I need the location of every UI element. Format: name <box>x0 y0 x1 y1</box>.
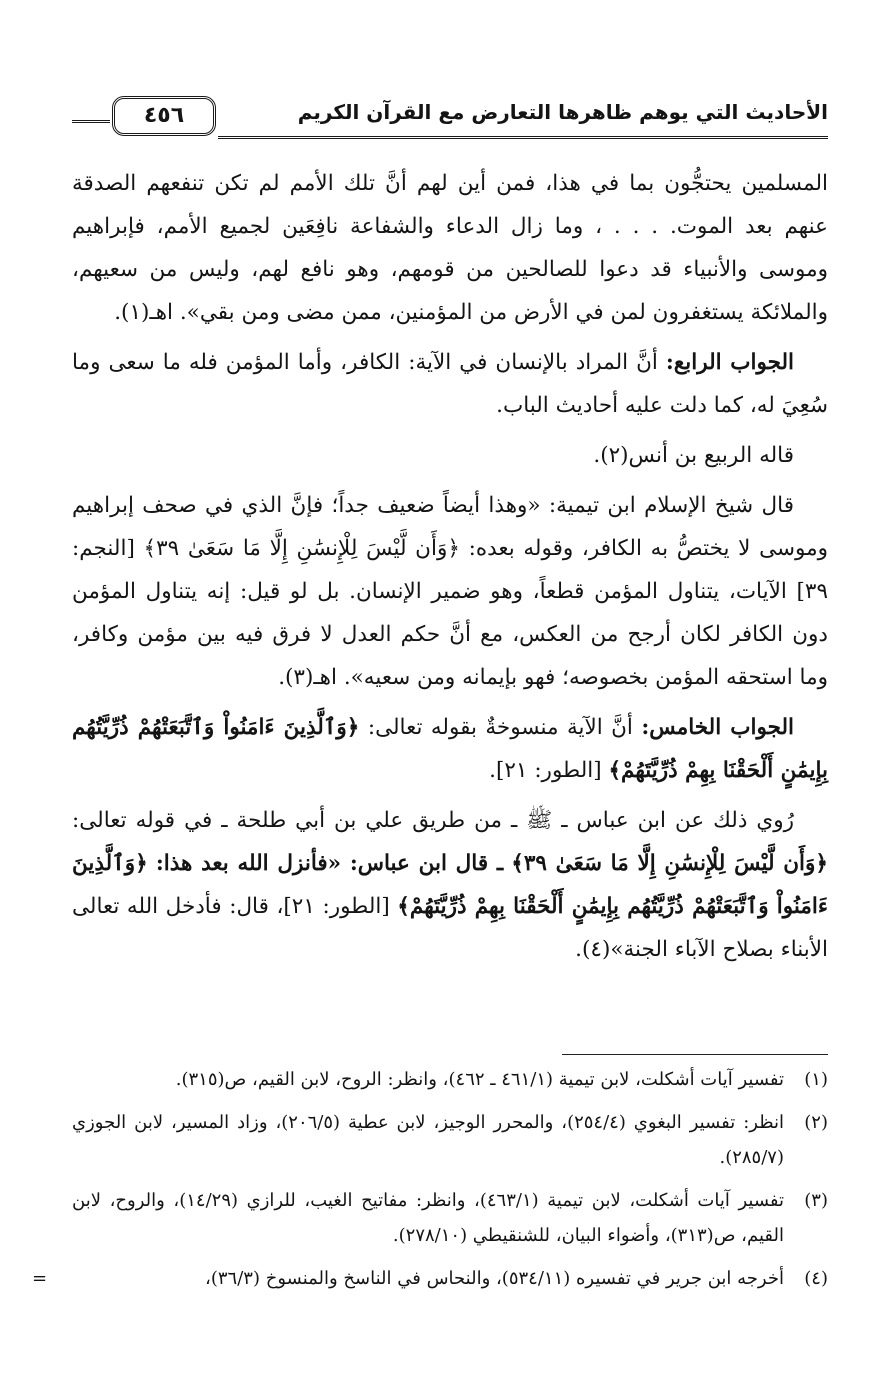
ibn-abbas-quote: ـ قال ابن عباس: «فأنزل الله بعد هذا: <box>155 851 504 876</box>
paragraph-answer-5 <box>72 706 828 792</box>
footnote-2 <box>72 1105 828 1175</box>
quran-verse-2: ﴿وَأَن لَّيْسَ لِلْإِنسَٰنِ إِلَّا مَا سَعَىٰ ٣٩﴾ <box>511 851 828 876</box>
page-number-box <box>112 96 216 136</box>
header-rule-left <box>72 120 110 123</box>
answer-5-text: أنَّ الآية منسوخةٌ بقوله تعالى: <box>367 715 633 740</box>
header-rule <box>218 136 828 139</box>
footnote-number: (٣) <box>804 1190 828 1211</box>
page-number: ٤٥٦ <box>143 103 185 128</box>
paragraph-ibn-taymiyya: قال شيخ الإسلام ابن تيمية: «وهذا أيضاً ضعيف جداً؛ فإنَّ الذي في صحف إبراهيم وموسى لا يختصُّ به الكافر، وقوله بعده: ﴿وَأَن لَّيْسَ لِلْإِنسَٰنِ إِلَّا مَا سَعَىٰ ٣٩﴾ [النجم: ٣٩] الآيات، يتناول المؤمن قطعاً، وهو ضمير الإنسان. بل لو قيل: إنه يتناول المؤمن دون الكافر لكان أرجح من العكس، مع أنَّ حكم العدل لا فرق فيه بين مؤمن وكافر، وما استحقه المؤمن بخصوصه؛ فهو بإيمانه ومن سعيه». اهـ(٣). <box>72 493 829 690</box>
paragraph-ibn-abbas <box>72 799 828 971</box>
footnote-number: (٤) <box>804 1268 828 1289</box>
main-text <box>72 162 828 978</box>
answer-5-label: الجواب الخامس: <box>641 715 794 740</box>
ibn-abbas-text-a: رُوي ذلك عن ابن عباس ـ ﷺ ـ من طريق علي بن أبي طلحة ـ في قوله تعالى: <box>72 808 794 833</box>
paragraph-1: المسلمين يحتجُّون بما في هذا، فمن أين لهم أنَّ تلك الأمم لم تكن تنفعهم الصدقة عنهم بعد الموت. . . . ، وما زال الدعاء والشفاعة نافِعَين لجميع الأمم، فإبراهيم وموسى والأنبياء قد دعوا للصالحين من قومهم، وهو نافع لهم، وليس من سعيهم، والملائكة يستغفرون لمن في الأرض من المؤمنين، ممن مضى ومن بقي». اهـ(١). <box>72 171 828 325</box>
quran-verse: ﴿وَٱلَّذِينَ ءَامَنُواْ وَٱتَّبَعَتْهُمْ ذُرِّيَّتُهُم بِإِيمَٰنٍ أَلْحَقْنَا بِهِمْ ذُرِّيَّتَهُمْ﴾ <box>72 715 828 783</box>
continuation-mark: = <box>32 1268 48 1289</box>
answer-4-text: أنَّ المراد بالإنسان في الآية: الكافر، وأما المؤمن فله ما سعى وما سُعِيَ له، كما دلت عليه أحاديث الباب. <box>72 350 828 418</box>
ibn-abbas-text-c: [الطور: ٢١]، قال: فأدخل الله تعالى الأبناء بصلاح الآباء الجنة»(٤). <box>72 894 828 962</box>
footnote-number: (٢) <box>804 1112 828 1133</box>
footnotes <box>32 1062 828 1304</box>
page-header <box>72 94 828 148</box>
footnote-4 <box>32 1261 828 1296</box>
footnote-number: (١) <box>804 1069 828 1090</box>
footnote-text: تفسير آيات أشكلت، لابن تيمية (٤٦٣/١)، وانظر: مفاتيح الغيب، للرازي (١٤/٢٩)، والروح، لابن القيم، ص(٣١٣)، وأضواء البيان، للشنقيطي (٢٧٨/١٠). <box>72 1190 785 1246</box>
answer-4-label: الجواب الرابع: <box>665 350 794 375</box>
verse-reference: [الطور: ٢١]. <box>489 758 602 783</box>
paragraph-3: قاله الربيع بن أنس(٢). <box>593 443 794 468</box>
footnote-text: انظر: تفسير البغوي (٢٥٤/٤)، والمحرر الوجيز، لابن عطية (٢٠٦/٥)، وزاد المسير، لابن الجوزي (٢٨٥/٧). <box>72 1112 784 1168</box>
footnote-1 <box>72 1062 828 1097</box>
footnote-3 <box>72 1183 828 1253</box>
footnote-separator <box>562 1054 828 1055</box>
paragraph-answer-4 <box>72 341 828 427</box>
running-title: الأحاديث التي يوهم ظاهرها التعارض مع القرآن الكريم <box>297 100 828 124</box>
quran-verse-3: ﴿وَٱلَّذِينَ ءَامَنُواْ وَٱتَّبَعَتْهُمْ ذُرِّيَّتُهُم بِإِيمَٰنٍ أَلْحَقْنَا بِهِمْ ذُرِّيَّتَهُمْ﴾ <box>72 851 828 919</box>
footnote-text: تفسير آيات أشكلت، لابن تيمية (٤٦١/١ ـ ٤٦٢)، وانظر: الروح، لابن القيم، ص(٣١٥). <box>175 1069 784 1090</box>
footnote-text: أخرجه ابن جرير في تفسيره (٥٣٤/١١)، والنحاس في الناسخ والمنسوخ (٣٦/٣)، <box>205 1268 784 1289</box>
